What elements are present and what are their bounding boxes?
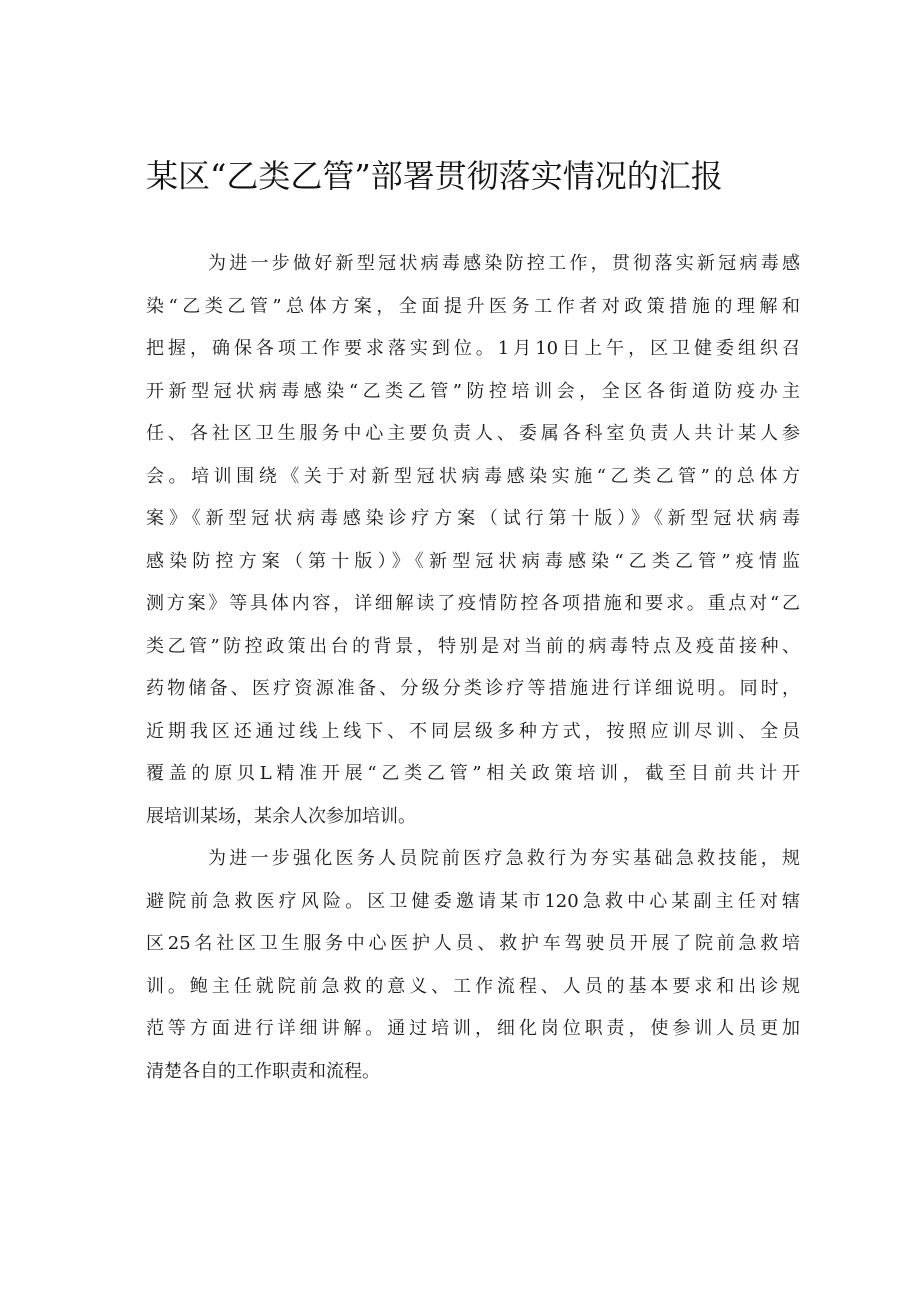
paragraph-line: 案》《新型冠状病毒感染诊疗方案（试行第十版）》《新型冠状病毒 — [146, 508, 800, 529]
paragraph-line: 清楚各自的工作职责和流程。 — [146, 1060, 380, 1082]
paragraph-line: 把握，确保各项工作要求落实到位。1月10日上午，区卫健委组织召 — [146, 338, 800, 359]
paragraph-2 — [146, 838, 800, 1093]
paragraph-line: 感染防控方案（第十版）》《新型冠状病毒感染“乙类乙管”疫情监 — [146, 550, 800, 572]
paragraph-line: 药物储备、医疗资源准备、分级分类诊疗等措施进行详细说明。同时， — [146, 678, 800, 699]
document-body — [146, 243, 800, 1093]
paragraph-line: 任、各社区卫生服务中心主要负责人、委属各科室负责人共计某人参 — [146, 423, 800, 444]
paragraph-line: 测方案》等具体内容，详细解读了疫情防控各项措施和要求。重点对“乙 — [146, 593, 800, 614]
paragraph-line: 会。培训围绕《关于对新型冠状病毒感染实施“乙类乙管”的总体方 — [146, 465, 800, 487]
paragraph-line: 区25名社区卫生服务中心医护人员、救护车驾驶员开展了院前急救培 — [146, 933, 800, 954]
paragraph-line: 开新型冠状病毒感染“乙类乙管”防控培训会，全区各街道防疫办主 — [146, 380, 800, 402]
paragraph-line: 类乙管”防控政策出台的背景，特别是对当前的病毒特点及疫苗接种、 — [146, 635, 800, 657]
paragraph-line: 覆盖的原贝L精准开展“乙类乙管”相关政策培训，截至目前共计开 — [146, 763, 800, 784]
paragraph-line: 展培训某场，某余人次参加培训。 — [146, 805, 416, 827]
paragraph-line: 为进一步强化医务人员院前医疗急救行为夯实基础急救技能，规 — [208, 848, 800, 869]
paragraph-line: 染“乙类乙管”总体方案，全面提升医务工作者对政策措施的理解和 — [146, 295, 800, 317]
paragraph-line: 范等方面进行详细讲解。通过培训，细化岗位职责，使参训人员更加 — [146, 1018, 800, 1039]
paragraph-1 — [146, 243, 800, 838]
paragraph-line: 近期我区还通过线上线下、不同层级多种方式，按照应训尽训、全员 — [146, 720, 800, 742]
paragraph-line: 为进一步做好新型冠状病毒感染防控工作，贯彻落实新冠病毒感 — [208, 253, 800, 274]
document-title: 某区“乙类乙管”部署贯彻落实情况的汇报 — [146, 157, 723, 195]
paragraph-line: 避院前急救医疗风险。区卫健委邀请某市120急救中心某副主任对辖 — [146, 890, 800, 912]
paragraph-line: 训。鲍主任就院前急救的意义、工作流程、人员的基本要求和出诊规 — [146, 975, 800, 997]
